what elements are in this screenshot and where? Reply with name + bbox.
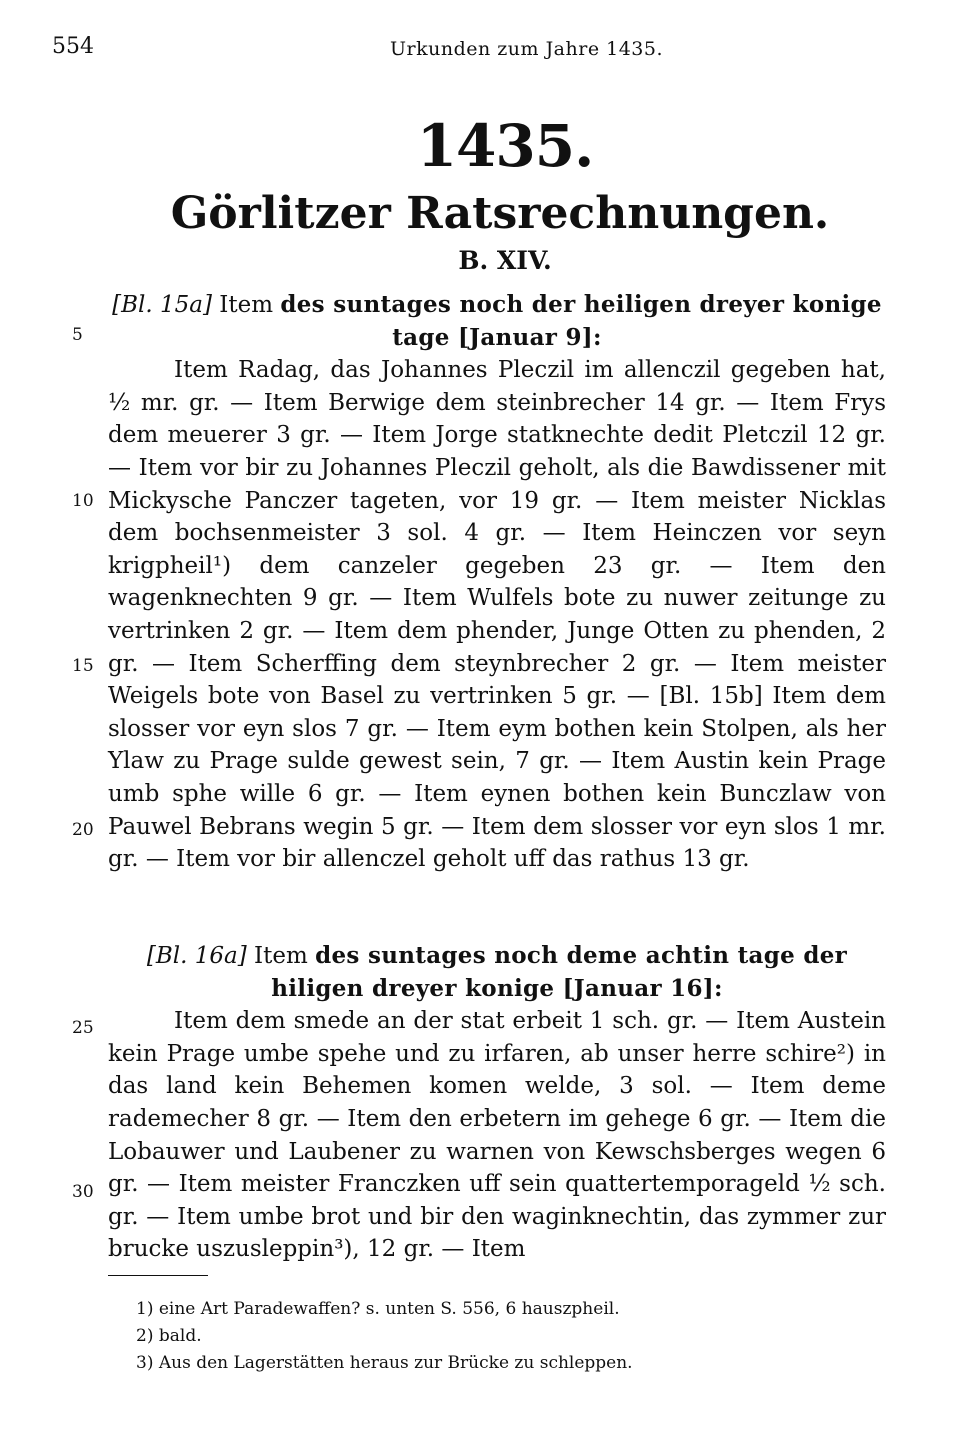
footnote-text: eine Art Paradewaffen? s. unten S. 556, 6 hauszpheil. <box>158 1299 620 1319</box>
section-1-heading <box>108 289 886 354</box>
footnotes <box>136 1296 633 1377</box>
folio-marker: [Bl. 16a] <box>146 943 247 969</box>
section-2-heading <box>108 940 886 1005</box>
footnote <box>136 1350 633 1377</box>
running-head: Urkunden zum Jahre 1435. <box>390 38 664 60</box>
line-number: 20 <box>72 820 94 840</box>
footnote-text: Aus den Lagerstätten heraus zur Brücke zu schleppen. <box>158 1353 633 1373</box>
section-2-body: Item dem smede an der stat erbeit 1 sch. gr. — Item Austein kein Prage umbe spehe und zu irfaren, ab unser herre schire²) in das land kein Behemen komen welde, 3 sol. — Item deme rademecher 8 gr. — Item den erbetern im gehege 6 gr. — Item die Lobauwer und Laubener zu warnen von Kewschsberges wegen 6 gr. — Item meister Franczken uff sein quattertemporageld ½ sch. gr. — Item umbe brot und bir den waginknechtin, das zymmer zur brucke uszusleppin³), 12 gr. — Item <box>108 1008 886 1263</box>
section-2 <box>108 940 886 1266</box>
footnote-mark: 1) <box>136 1299 154 1319</box>
page-number: 554 <box>52 34 94 59</box>
footnote-divider <box>108 1275 208 1276</box>
section-1-heading-text: des suntages noch der heiligen dreyer konige tage [Januar 9]: <box>280 291 882 351</box>
footnote-text: bald. <box>158 1326 202 1346</box>
line-number: 10 <box>72 491 94 511</box>
heading-item-word: Item <box>254 943 308 969</box>
footnote-mark: 3) <box>136 1353 154 1373</box>
line-number: 30 <box>72 1182 94 1202</box>
year-title: 1435. <box>416 112 594 180</box>
footnote <box>136 1296 633 1323</box>
section-1-body: Item Radag, das Johannes Pleczil im allenczil gegeben hat, ½ mr. gr. — Item Berwige dem steinbrecher 14 gr. — Item Frys dem meuerer 3 gr. — Item Jorge statknechte dedit Pletczil 12 gr. — Item vor bir zu Johannes Pleczil geholt, als die Bawdissener mit Mickysche Panczer tageten, vor 19 gr. — Item meister Nicklas dem bochsenmeister 3 sol. 4 gr. — Item Heinczen vor seyn krigpheil¹) dem canzeler gegeben 23 gr. — Item den wagenknechten 9 gr. — Item Wulfels bote zu nuwer zeitunge zu vertrinken 2 gr. — Item dem phender, Junge Otten zu phenden, 2 gr. — Item Scherffing dem steynbrecher 2 gr. — Item meister Weigels bote von Basel zu vertrinken 5 gr. — [Bl. 15b] Item dem slosser vor eyn slos 7 gr. — Item eym bothen kein Stolpen, als her Ylaw zu Prage sulde gewest sein, 7 gr. — Item Austin kein Prage umb sphe wille 6 gr. — Item eynen bothen kein Bunczlaw von Pauwel Bebrans wegin 5 gr. — Item dem slosser vor eyn slos 1 mr. gr. — Item vor bir allenczel geholt uff das rathus 13 gr. <box>108 357 886 873</box>
line-number: 25 <box>72 1018 94 1038</box>
section-2-heading-text: des suntages noch deme achtin tage der hiligen dreyer konige [Januar 16]: <box>271 942 848 1002</box>
folio-marker: [Bl. 15a] <box>112 292 212 318</box>
document-title: Görlitzer Ratsrechnungen. <box>170 188 830 239</box>
footnote <box>136 1323 633 1350</box>
section-1 <box>108 289 886 876</box>
line-number: 15 <box>72 656 94 676</box>
source-reference: B. XIV. <box>458 246 552 275</box>
page-header <box>52 34 890 66</box>
footnote-mark: 2) <box>136 1326 154 1346</box>
heading-item-word: Item <box>219 292 274 318</box>
line-number: 5 <box>72 325 83 345</box>
